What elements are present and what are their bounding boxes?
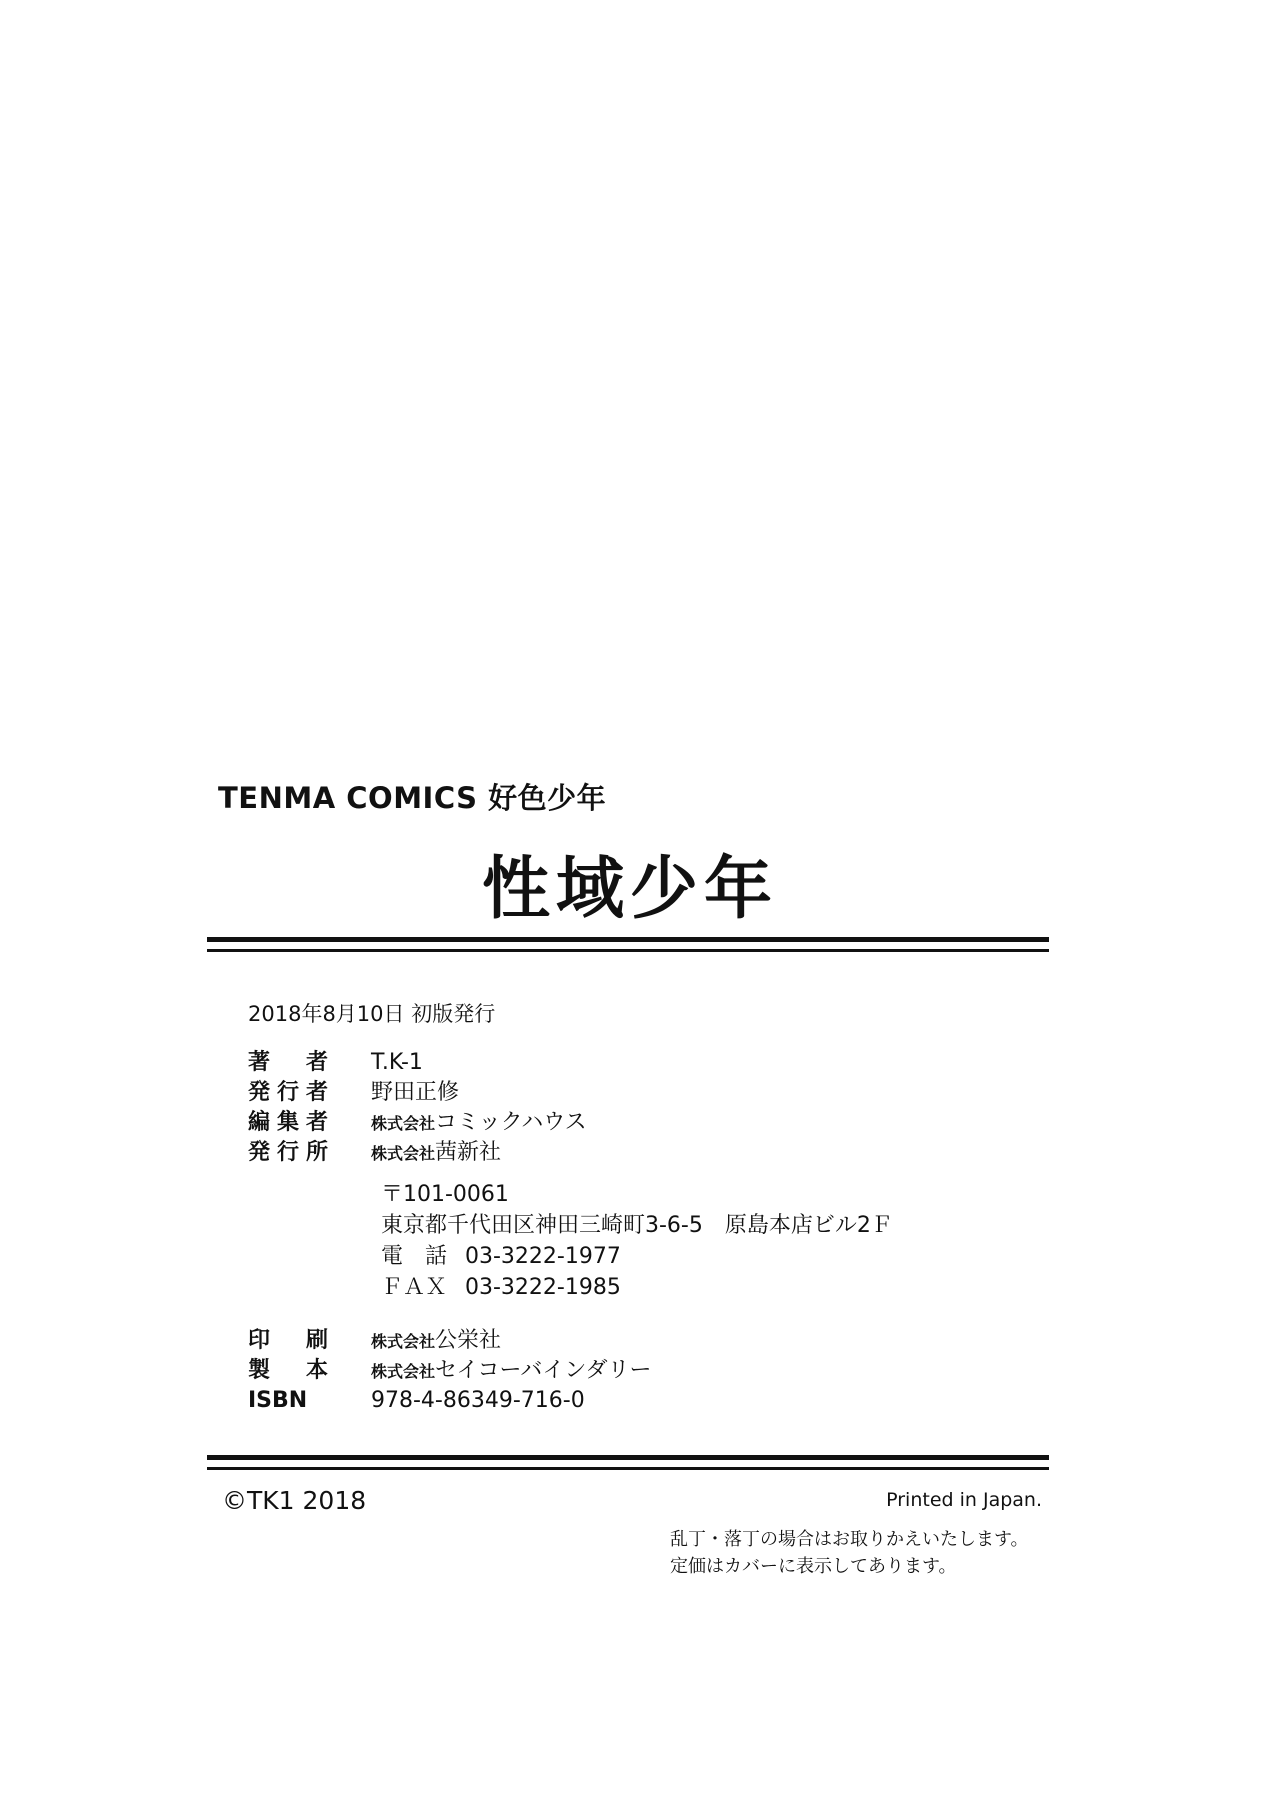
company-prefix: 株式会社 <box>371 1362 436 1381</box>
bottom-rule-upper <box>207 1455 1049 1460</box>
credit-name: 公栄社 <box>435 1328 502 1353</box>
credit-label: 印刷 <box>248 1328 328 1353</box>
note-replacement: 乱丁・落丁の場合はお取りかえいたします。 <box>670 1529 1029 1550</box>
credit-name: コミックハウス <box>435 1110 587 1135</box>
telephone-number: 03-3222-1977 <box>465 1244 621 1269</box>
isbn-number: 978-4-86349-716-0 <box>371 1388 585 1413</box>
credit-value <box>371 1326 501 1357</box>
note-price: 定価はカバーに表示してあります。 <box>670 1556 957 1577</box>
publication-date: 2018年8月10日 初版発行 <box>248 1002 496 1026</box>
street-address: 東京都千代田区神田三崎町3-6-5 原島本店ビル2Ｆ <box>381 1213 893 1238</box>
telephone-label: 電話 <box>381 1244 447 1269</box>
fax-label: ＦＡＸ <box>381 1275 448 1300</box>
company-prefix: 株式会社 <box>371 1332 436 1351</box>
telephone-line <box>381 1242 621 1272</box>
printed-in-japan: Printed in Japan. <box>886 1489 1042 1511</box>
copyright-notice: ©TK1 2018 <box>222 1486 367 1515</box>
credit-label: 発行者 <box>248 1080 328 1105</box>
credit-label: 発行所 <box>248 1140 328 1165</box>
top-rule-lower <box>207 949 1049 952</box>
company-prefix: 株式会社 <box>371 1144 436 1163</box>
top-rule-upper <box>207 937 1049 942</box>
credit-value <box>371 1356 652 1387</box>
company-prefix: 株式会社 <box>371 1114 436 1133</box>
fax-line <box>381 1273 621 1303</box>
credit-name: T.K-1 <box>371 1050 423 1075</box>
notes-block <box>670 1526 1029 1580</box>
credit-value <box>371 1386 585 1417</box>
credit-name: セイコーバインダリー <box>435 1358 652 1383</box>
bottom-rule-lower <box>207 1467 1049 1470</box>
credit-name: 茜新社 <box>435 1140 502 1165</box>
credit-label: 製本 <box>248 1358 328 1383</box>
postal-code: 〒101-0061 <box>381 1182 509 1207</box>
credit-value <box>371 1078 459 1109</box>
credit-value <box>371 1138 501 1169</box>
credit-value <box>371 1048 423 1079</box>
fax-number: 03-3222-1985 <box>465 1275 621 1300</box>
credit-label: ISBN <box>248 1388 308 1413</box>
credit-label: 著者 <box>248 1050 328 1075</box>
credit-label: 編集者 <box>248 1110 328 1135</box>
book-title: 性域少年 <box>482 850 779 929</box>
series-label: TENMA COMICS 好色少年 <box>218 781 607 815</box>
credit-name: 野田正修 <box>371 1080 460 1105</box>
credit-value <box>371 1108 587 1139</box>
